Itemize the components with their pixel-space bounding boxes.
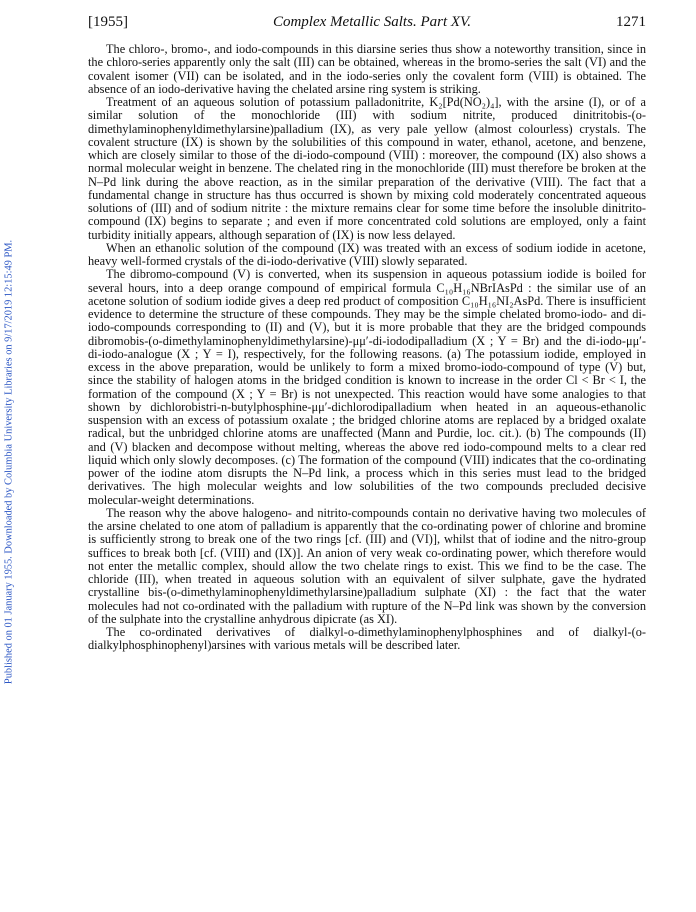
paragraph: The reason why the above halogeno- and nitrito-compounds contain no derivative having two molecules of the arsine chelated to one atom of palladium is apparently that the co-ordinating power of chlorine and bromine is sufficiently strong to break one of the two rings [cf. (III) and (VI)], whilst that of iodine and the nitro-group suffices to break both [cf. (VIII) and (IX)]. An anion of very weak co-ordinating power, which therefore would not enter the metallic complex, should allow the two chelate rings to exist. This we find to be the case. The chloride (III), when treated in aqueous solution with an equivalent of silver sulphate, gave the hydrated crystalline bis-(o-dimethylaminophenyldimethylarsine)palladium sulphate (XI) : the fact that the water molecules had not co-ordinated with the palladium with rupture of the N–Pd link was shown by the conversion of the sulphate into the crystalline anhydrous dipicrate (as XI). — [88, 505, 646, 626]
paragraph: The chloro-, bromo-, and iodo-compounds in this diarsine series thus show a noteworthy transition, since in the chloro-series apparently only the salt (III) can be obtained, whereas in the bromo-series the salt (VI) and the covalent isomer (VII) can be isolated, and in the iodo-series only the covalent form (VIII) is obtained. The absence of an iodo-derivative having the chelated arsine ring system is striking. — [88, 42, 646, 96]
header-running-title: Complex Metallic Salts. Part XV. — [272, 14, 472, 30]
page-header — [88, 14, 646, 31]
header-page-number: 1271 — [615, 14, 646, 30]
paragraph: The co-ordinated derivatives of dialkyl-o-dimethylaminophenylphosphines and of dialkyl-(o-dialkylphosphinophenyl)arsines with various metals will be described later. — [88, 625, 646, 653]
header-year: [1955] — [88, 14, 128, 30]
download-notice-sidebar — [2, 92, 16, 832]
paragraph: The dibromo-compound (V) is converted, when its suspension in aqueous potassium iodide is boiled for several hours, into a deep orange compound of empirical formula C₁₀H₁₆NBrIAsPd : the similar use of an acetone solution of sodium iodide gives a deep red product of composition C₁₀H₁₆NI₂AsPd. There is insufficient evidence to determine the structure of these compounds. They may be the simple chelated bromo-iodo- and di-iodo-compounds corresponding to (II) and (V), but it is more probable that they are the bridged compounds dibromobis-(o-dimethylaminophenyldimethylarsine)-μμ′-di-iododipalladium (X ; Y = Br) and the di-iodo-μμ′-di-iodo-analogue (X ; Y = I), respectively, for the following reasons. (a) The potassium iodide, employed in excess in the above preparation, would be unlikely to form a mixed bromo-iodo-compound of type (V) but, since the stability of halogen atoms in the bridged condition is known to increase in the order Cl < Br < I, the formation of the compound (X ; Y = Br) is not unexpected. This reaction would have some analogies to that shown by dichlorobistri-n-butylphosphine-μμ′-dichlorodipalladium when heated in an aqueous-ethanolic suspension with an excess of potassium oxalate ; the bridged chlorine atoms are replaced by a bridged oxalate radical, but the unbridged chlorine atoms are unaffected (Mann and Purdie, loc. cit.). (b) The compounds (II) and (V) blacken and decompose without melting, whereas the above red iodo-compound melts to a clear red liquid which only slowly decomposes. (c) The formation of the compound (VIII) indicates that the co-ordinating power of the iodine atom disrupts the N–Pd link, a process which in this series must lead to the bridged derivatives. The high molecular weights and low solubilities of the two compounds precluded decisive molecular-weight determinations. — [88, 267, 646, 507]
paragraph: Treatment of an aqueous solution of potassium palladonitrite, K₂[Pd(NO₂)₄], with the arsine (I), or of a similar solution of the monochloride (III) with sodium nitrite, produced dinitritobis-(o-dimethylaminophenyldimethylarsine)palladium (IX), as very pale yellow (almost colourless) crystals. The covalent structure (IX) is shown by the solubilities of this compound in water, ethanol, acetone, and benzene, which are closely similar to those of the di-iodo-compound (VIII) : moreover, the compound (IX) also shows a normal molecular weight in benzene. The chelated ring in the monochloride (III) must therefore be broken at the N–Pd link during the above reaction, as in the similar preparation of the derivative (VIII). The fact that a fundamental change in structure has thus occurred is shown by mixing cold moderately concentrated aqueous solutions of (III) and of sodium nitrite : the mixture remains clear for some time before the insoluble dinitrito-compound (IX) begins to separate ; and even if more concentrated cold solutions are employed, only a faint turbidity initially appears, although separation of (IX) is now less delayed. — [88, 95, 646, 242]
download-notice-text: Published on 01 January 1955. Downloaded by Columbia University Libraries on 9/17/2019 12:15:49 PM. — [3, 239, 15, 685]
article-body — [88, 43, 646, 653]
paragraph: When an ethanolic solution of the compound (IX) was treated with an excess of sodium iodide in acetone, heavy well-formed crystals of the di-iodo-derivative (VIII) slowly separated. — [88, 240, 646, 268]
journal-page — [88, 14, 646, 653]
